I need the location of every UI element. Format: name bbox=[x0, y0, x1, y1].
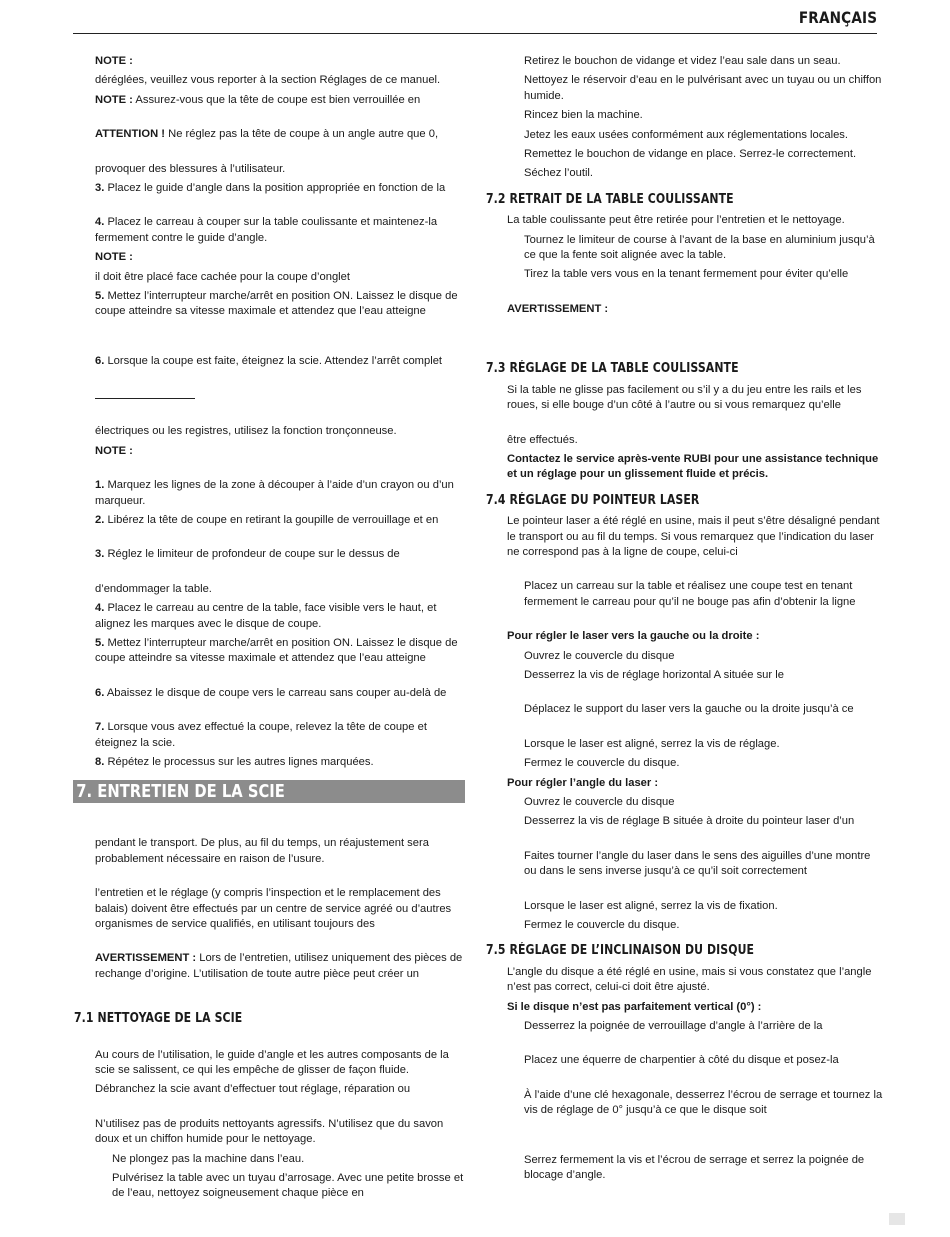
list-item: Nettoyez le réservoir d’eau en le pulvérisant avec un tuyau ou un chiffon humide. bbox=[524, 74, 882, 102]
injury-text: provoquer des blessures à l’utilisateur. bbox=[95, 162, 286, 175]
list-item: Remettez le bouchon de vidange en place. Serrez-le correctement. bbox=[524, 148, 857, 161]
cut-step-4: 4. Placez le carreau au centre de la table, face visible vers le haut, et alignez les marques avec le disque de coupe. bbox=[95, 602, 437, 630]
cut-step-6: 6. Abaissez le disque de coupe vers le carreau sans couper au-delà de bbox=[95, 686, 447, 699]
maintenance-text: l’entretien et le réglage (y compris l’inspection et le remplacement des balais) doivent être effectués par un centre de service agréé ou d’autres organismes de service qualifiés, en utilisant toujours des bbox=[95, 887, 452, 930]
table-adjust-text: Si la table ne glisse pas facilement ou s’il y a du jeu entre les rails et les roues, si elle bouge d’un côté à l’autre ou si vous remarquez qu’elle bbox=[507, 383, 862, 412]
cut-step-2: 2. Libérez la tête de coupe en retirant la goupille de verrouillage et en bbox=[95, 513, 439, 526]
table-removal-text: La table coulissante peut être retirée pour l’entretien et le nettoyage. bbox=[507, 214, 845, 227]
list-item: Desserrez la poignée de verrouillage d’angle à l’arrière de la bbox=[524, 1020, 823, 1033]
laser-subheading: Pour régler le laser vers la gauche ou la droite : bbox=[507, 630, 760, 643]
note-text: il doit être placé face cachée pour la coupe d’onglet bbox=[95, 270, 350, 283]
warning-text: AVERTISSEMENT : Lors de l’entretien, utilisez uniquement des pièces de rechange d’origine. L’utilisation de toute autre pièce peut créer un bbox=[95, 952, 463, 980]
contact-text: Contactez le service après-vente RUBI pour une assistance technique et un réglage pour un glissement fluide et précis. bbox=[507, 452, 879, 481]
heading-7-4: 7.4 RÉGLAGE DU POINTEUR LASER bbox=[486, 492, 700, 508]
cut-step-1: 1. Marquez les lignes de la zone à découper à l’aide d’un crayon ou d’un marqueur. bbox=[95, 479, 454, 507]
list-item: Desserrez la vis de réglage horizontal A située sur le bbox=[524, 668, 784, 681]
heading-7-1: 7.1 NETTOYAGE DE LA SCIE bbox=[74, 1011, 243, 1027]
cleaning-text: N’utilisez pas de produits nettoyants agressifs. N’utilisez que du savon doux et un chiffon humide pour le nettoyage. bbox=[95, 1117, 444, 1146]
cleaning-text: Au cours de l’utilisation, le guide d’angle et les autres composants de la scie se salissent, ce qui les empêche de glisser de façon fluide. bbox=[95, 1048, 449, 1077]
list-item: Tournez le limiteur de course à l’avant de la base en aluminium jusqu’à ce que la fente soit alignée avec la table. bbox=[524, 233, 875, 262]
heading-7-2: 7.2 RETRAIT DE LA TABLE COULISSANTE bbox=[486, 191, 734, 207]
list-item: Retirez le bouchon de vidange et videz l’eau sale dans un seau. bbox=[524, 55, 841, 67]
list-item: Desserrez la vis de réglage B située à droite du pointeur laser d’un bbox=[524, 815, 855, 828]
list-item: Fermez le couvercle du disque. bbox=[524, 919, 680, 932]
note-label: NOTE : bbox=[95, 444, 133, 457]
heading-7-3: 7.3 RÉGLAGE DE LA TABLE COULISSANTE bbox=[486, 361, 739, 377]
list-item: Tirez la table vers vous en la tenant fermement pour éviter qu’elle bbox=[524, 268, 849, 281]
note-text: déréglées, veuillez vous reporter à la section Réglages de ce manuel. bbox=[95, 74, 441, 87]
cut-step-8: 8. Répétez le processus sur les autres lignes marquées. bbox=[95, 755, 374, 768]
maintenance-text: pendant le transport. De plus, au fil du temps, un réajustement sera probablement nécessaire en raison de l’usure. bbox=[95, 837, 429, 865]
attention-text: ATTENTION ! Ne réglez pas la tête de coupe à un angle autre que 0, bbox=[95, 128, 439, 141]
laser-text: Le pointeur laser a été réglé en usine, mais il peut s’être désaligné pendant le transport ou au fil du temps. Si vous remarquez que l’indication du laser ne correspond pas à la ligne de coupe, celui-ci bbox=[507, 515, 880, 558]
warning-label: AVERTISSEMENT : bbox=[507, 302, 609, 315]
page-corner-mark bbox=[889, 1213, 905, 1225]
right-column bbox=[486, 54, 885, 1188]
step-6: 6. Lorsque la coupe est faite, éteignez la scie. Attendez l’arrêt complet bbox=[95, 354, 443, 367]
section-7-banner: 7. ENTRETIEN DE LA SCIE bbox=[73, 780, 465, 803]
list-item: Déplacez le support du laser vers la gauche ou la droite jusqu’à ce bbox=[524, 703, 854, 716]
list-item: À l’aide d’une clé hexagonale, desserrez l’écrou de serrage et tournez la vis de réglage de 0° jusqu’à ce que le disque soit bbox=[524, 1088, 883, 1117]
step-4: 4. Placez le carreau à couper sur la table coulissante et maintenez-la fermement contre le guide d’angle. bbox=[95, 216, 438, 244]
list-item: Ouvrez le couvercle du disque bbox=[524, 649, 675, 662]
header-rule bbox=[73, 33, 877, 34]
list-item: Séchez l’outil. bbox=[524, 167, 594, 180]
divider bbox=[95, 398, 195, 399]
electrical-text: électriques ou les registres, utilisez la fonction tronçonneuse. bbox=[95, 425, 397, 438]
list-item: Faites tourner l’angle du laser dans le sens des aiguilles d’une montre ou dans le sens inverse jusqu’à ce qu’il soit correctement bbox=[524, 849, 871, 878]
heading-7-5: 7.5 RÉGLAGE DE L’INCLINAISON DU DISQUE bbox=[486, 943, 755, 959]
list-item: Lorsque le laser est aligné, serrez la vis de réglage. bbox=[524, 737, 780, 750]
cleaning-list-item: Ne plongez pas la machine dans l’eau. bbox=[112, 1152, 305, 1165]
list-item: Placez une équerre de charpentier à côté du disque et posez-la bbox=[524, 1054, 839, 1067]
list-item: Serrez fermement la vis et l’écrou de serrage et serrez la poignée de blocage d’angle. bbox=[524, 1153, 865, 1182]
blade-text: L’angle du disque a été réglé en usine, mais si vous constatez que l’angle n’est pas correct, celui-ci doit être ajusté. bbox=[507, 965, 872, 994]
language-header: FRANÇAIS bbox=[798, 8, 877, 27]
list-item: Placez un carreau sur la table et réalisez une coupe test en tenant fermement le carreau pour qu’il ne bouge pas afin d’obtenir la ligne bbox=[524, 580, 856, 608]
damage-text: d’endommager la table. bbox=[95, 582, 212, 595]
left-column bbox=[74, 54, 467, 1206]
table-adjust-text: être effectués. bbox=[507, 433, 578, 446]
list-item: Lorsque le laser est aligné, serrez la vis de fixation. bbox=[524, 899, 778, 912]
note-head-locked: NOTE : Assurez-vous que la tête de coupe est bien verrouillée en bbox=[95, 93, 421, 106]
cleaning-text: Débranchez la scie avant d’effectuer tout réglage, réparation ou bbox=[95, 1083, 411, 1096]
list-item: Ouvrez le couvercle du disque bbox=[524, 796, 675, 808]
cleaning-list-item: Pulvérisez la table avec un tuyau d’arrosage. Avec une petite brosse et de l’eau, nettoyez soigneusement chaque pièce en bbox=[112, 1172, 464, 1200]
cut-step-3: 3. Réglez le limiteur de profondeur de coupe sur le dessus de bbox=[95, 548, 400, 561]
cut-step-7: 7. Lorsque vous avez effectué la coupe, relevez la tête de coupe et éteignez la scie. bbox=[95, 721, 427, 749]
note-label: NOTE : bbox=[95, 55, 133, 67]
list-item: Jetez les eaux usées conformément aux réglementations locales. bbox=[524, 128, 848, 141]
cut-step-5: 5. Mettez l’interrupteur marche/arrêt en position ON. Laissez le disque de coupe atteindre sa vitesse maximale et attendez que l’eau atteigne bbox=[95, 636, 458, 665]
list-item: Rincez bien la machine. bbox=[524, 109, 643, 122]
list-item: Fermez le couvercle du disque. bbox=[524, 757, 680, 770]
step-5: 5. Mettez l’interrupteur marche/arrêt en position ON. Laissez le disque de coupe atteindre sa vitesse maximale et attendez que l’eau atteigne bbox=[95, 290, 458, 318]
blade-subheading: Si le disque n’est pas parfaitement vertical (0°) : bbox=[507, 1000, 762, 1013]
laser-subheading: Pour régler l’angle du laser : bbox=[507, 776, 659, 789]
step-3: 3. Placez le guide d’angle dans la position appropriée en fonction de la bbox=[95, 182, 446, 195]
note-label: NOTE : bbox=[95, 251, 133, 264]
cleaning-list bbox=[507, 54, 885, 182]
